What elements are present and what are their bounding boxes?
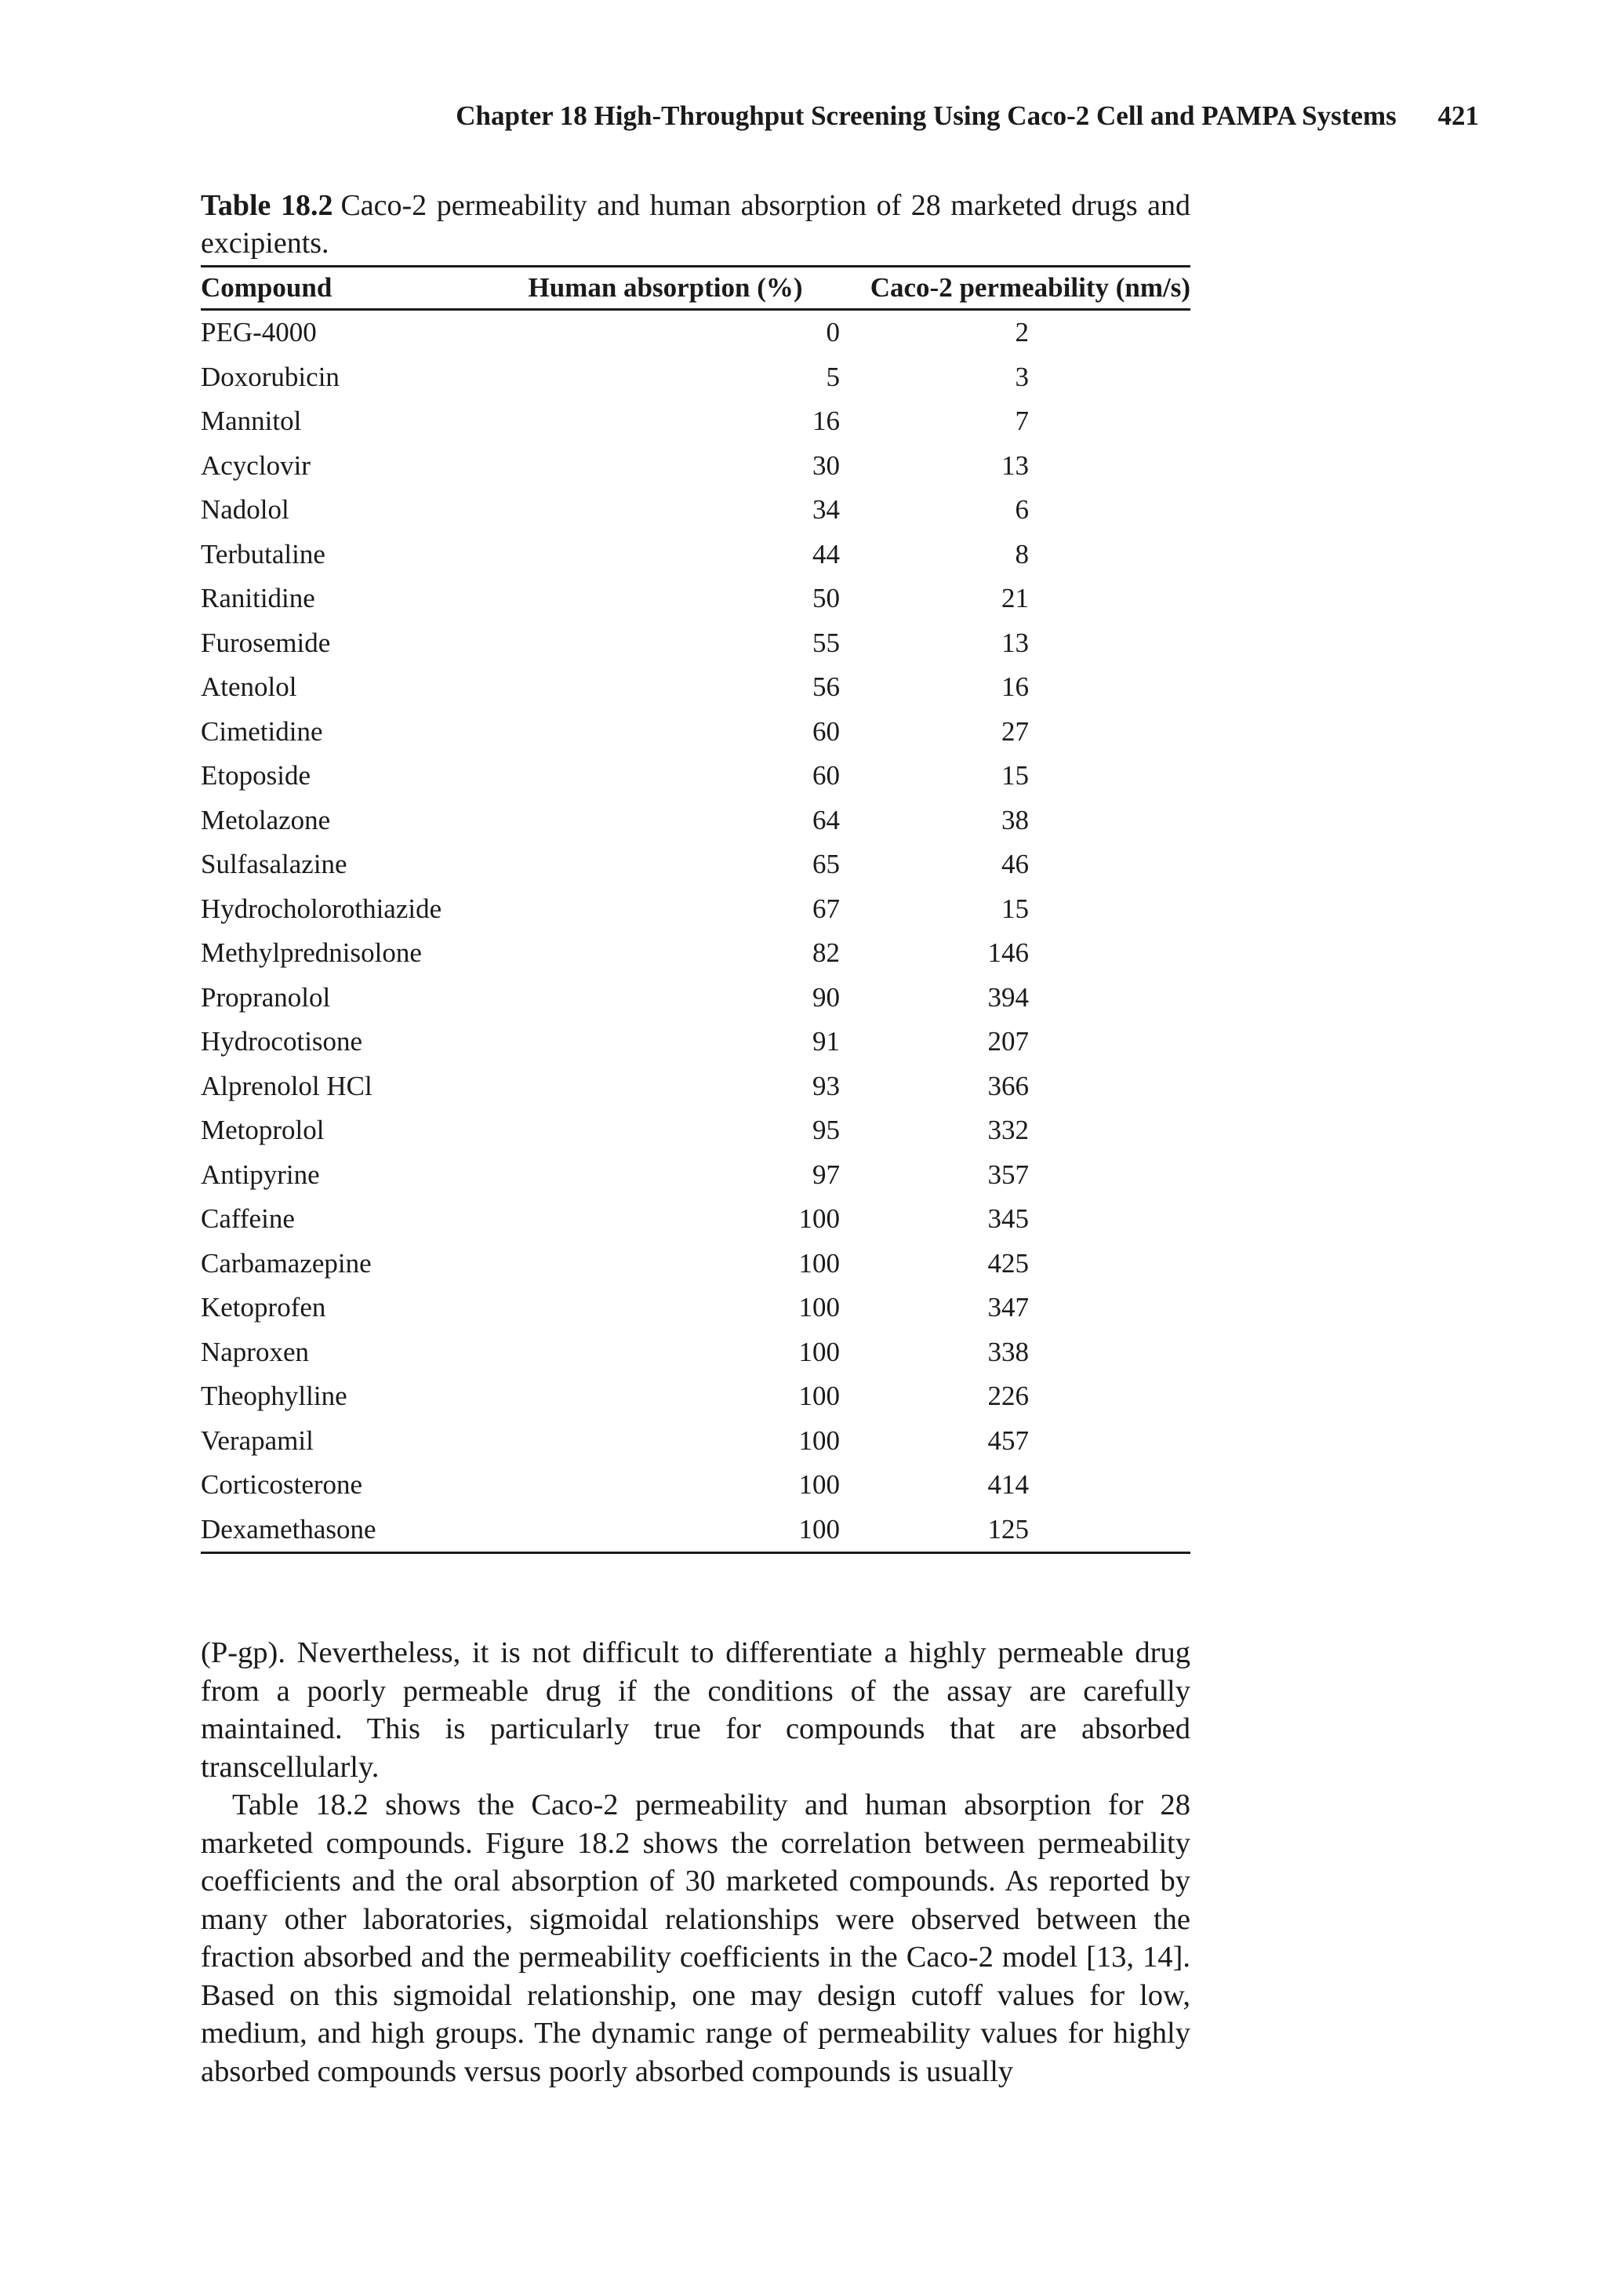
table-row xyxy=(201,710,1190,755)
cell-human-absorption: 30 xyxy=(812,449,840,481)
cell-compound: Hydrocholorothiazide xyxy=(201,893,442,924)
cell-compound: Nadolol xyxy=(201,494,289,526)
cell-compound: Doxorubicin xyxy=(201,361,340,392)
chapter-title: Chapter 18 High-Throughput Screening Using Caco-2 Cell and PAMPA Systems xyxy=(456,100,1397,131)
table-row xyxy=(201,1108,1190,1153)
cell-human-absorption: 56 xyxy=(812,671,840,703)
cell-human-absorption: 93 xyxy=(812,1070,840,1101)
table-row xyxy=(201,665,1190,710)
cell-human-absorption: 100 xyxy=(798,1513,840,1545)
cell-caco2-permeability: 332 xyxy=(987,1115,1029,1146)
cell-compound: Sulfasalazine xyxy=(201,849,347,880)
table-header-row xyxy=(201,267,1190,310)
cell-compound: Cimetidine xyxy=(201,715,323,747)
table-row xyxy=(201,887,1190,932)
table-row xyxy=(201,399,1190,444)
cell-human-absorption: 44 xyxy=(812,538,840,569)
cell-caco2-permeability: 125 xyxy=(987,1513,1029,1545)
cell-compound: Methylprednisolone xyxy=(201,937,422,969)
cell-human-absorption: 34 xyxy=(812,494,840,526)
cell-compound: Hydrocotisone xyxy=(201,1026,363,1057)
body-text xyxy=(201,1634,1190,2090)
table-caption xyxy=(201,187,1190,262)
cell-human-absorption: 82 xyxy=(812,937,840,969)
cell-human-absorption: 100 xyxy=(798,1425,840,1456)
cell-caco2-permeability: 16 xyxy=(1001,671,1029,703)
table-row xyxy=(201,931,1190,976)
cell-human-absorption: 91 xyxy=(812,1026,840,1057)
cell-human-absorption: 5 xyxy=(826,361,840,392)
table-row xyxy=(201,1286,1190,1330)
cell-caco2-permeability: 414 xyxy=(987,1469,1029,1501)
cell-human-absorption: 90 xyxy=(812,981,840,1013)
cell-human-absorption: 97 xyxy=(812,1159,840,1190)
cell-human-absorption: 67 xyxy=(812,893,840,924)
cell-caco2-permeability: 347 xyxy=(987,1292,1029,1323)
cell-caco2-permeability: 15 xyxy=(1001,760,1029,791)
table-row xyxy=(201,1508,1190,1553)
cell-compound: Metoprolol xyxy=(201,1115,325,1146)
cell-human-absorption: 50 xyxy=(812,583,840,614)
cell-human-absorption: 100 xyxy=(798,1203,840,1235)
table-row xyxy=(201,310,1190,355)
cell-caco2-permeability: 27 xyxy=(1001,715,1029,747)
table-row xyxy=(201,754,1190,799)
cell-caco2-permeability: 338 xyxy=(987,1336,1029,1367)
table-caption-text: Caco-2 permeability and human absorption of 28 marketed drugs and excipients. xyxy=(201,189,1190,260)
page-number: 421 xyxy=(1437,100,1479,131)
cell-human-absorption: 55 xyxy=(812,627,840,658)
cell-caco2-permeability: 457 xyxy=(987,1425,1029,1456)
table-row xyxy=(201,1419,1190,1464)
cell-caco2-permeability: 2 xyxy=(1015,317,1029,348)
cell-human-absorption: 0 xyxy=(826,317,840,348)
column-header-human-absorption: Human absorption (%) xyxy=(491,267,840,310)
table-row xyxy=(201,533,1190,577)
cell-human-absorption: 100 xyxy=(798,1247,840,1279)
cell-compound: Naproxen xyxy=(201,1336,310,1367)
cell-compound: Verapamil xyxy=(201,1425,314,1456)
cell-compound: Etoposide xyxy=(201,760,311,791)
cell-caco2-permeability: 226 xyxy=(987,1381,1029,1412)
cell-caco2-permeability: 46 xyxy=(1001,849,1029,880)
cell-caco2-permeability: 366 xyxy=(987,1070,1029,1101)
cell-caco2-permeability: 207 xyxy=(987,1026,1029,1057)
cell-caco2-permeability: 3 xyxy=(1015,361,1029,392)
cell-human-absorption: 100 xyxy=(798,1381,840,1412)
cell-caco2-permeability: 146 xyxy=(987,937,1029,969)
cell-human-absorption: 100 xyxy=(798,1336,840,1367)
cell-caco2-permeability: 21 xyxy=(1001,583,1029,614)
table-row xyxy=(201,355,1190,400)
cell-human-absorption: 100 xyxy=(798,1292,840,1323)
cell-caco2-permeability: 38 xyxy=(1001,804,1029,835)
table-row xyxy=(201,1197,1190,1242)
cell-caco2-permeability: 357 xyxy=(987,1159,1029,1190)
running-header xyxy=(456,100,1479,132)
cell-human-absorption: 16 xyxy=(812,406,840,437)
cell-compound: Ranitidine xyxy=(201,583,315,614)
table-row xyxy=(201,1330,1190,1375)
cell-compound: Metolazone xyxy=(201,804,331,835)
cell-compound: Caffeine xyxy=(201,1203,295,1235)
column-header-compound: Compound xyxy=(201,267,491,310)
cell-caco2-permeability: 15 xyxy=(1001,893,1029,924)
cell-compound: Furosemide xyxy=(201,627,331,658)
cell-compound: Terbutaline xyxy=(201,538,325,569)
table-row xyxy=(201,1153,1190,1198)
table-row xyxy=(201,842,1190,887)
table-row xyxy=(201,799,1190,843)
cell-human-absorption: 64 xyxy=(812,804,840,835)
absorption-table xyxy=(201,265,1190,1554)
table-row xyxy=(201,488,1190,533)
column-header-caco2-permeability: Caco-2 permeability (nm/s) xyxy=(840,267,1190,310)
paragraph: Table 18.2 shows the Caco-2 permeability and human absorption for 28 marketed compounds. Figure 18.2 shows the correlation between permeability coefficients and the oral absorption of 30 marketed compounds. As reported by many other laboratories, sigmoidal relationships were observed between the fraction absorbed and the permeability coefficients in the Caco-2 model [13, 14]. Based on this sigmoidal relationship, one may design cutoff values for low, medium, and high groups. The dynamic range of permeability values for highly absorbed compounds versus poorly absorbed compounds is usually xyxy=(201,1788,1190,2088)
cell-compound: PEG-4000 xyxy=(201,317,317,348)
cell-compound: Antipyrine xyxy=(201,1159,320,1190)
table-row xyxy=(201,444,1190,489)
table-row xyxy=(201,1064,1190,1109)
cell-caco2-permeability: 13 xyxy=(1001,449,1029,481)
table-row xyxy=(201,1463,1190,1508)
cell-compound: Acyclovir xyxy=(201,449,311,481)
table-row xyxy=(201,1242,1190,1286)
table-body xyxy=(201,310,1190,1553)
cell-caco2-permeability: 394 xyxy=(987,981,1029,1013)
table-row xyxy=(201,621,1190,666)
table-row xyxy=(201,1374,1190,1419)
table-block xyxy=(201,187,1190,1554)
cell-compound: Mannitol xyxy=(201,406,302,437)
cell-caco2-permeability: 425 xyxy=(987,1247,1029,1279)
cell-compound: Alprenolol HCl xyxy=(201,1070,372,1101)
cell-human-absorption: 100 xyxy=(798,1469,840,1501)
cell-caco2-permeability: 6 xyxy=(1015,494,1029,526)
cell-compound: Theophylline xyxy=(201,1381,347,1412)
cell-human-absorption: 60 xyxy=(812,715,840,747)
cell-caco2-permeability: 7 xyxy=(1015,406,1029,437)
cell-caco2-permeability: 13 xyxy=(1001,627,1029,658)
cell-compound: Atenolol xyxy=(201,671,297,703)
cell-compound: Carbamazepine xyxy=(201,1247,372,1279)
cell-compound: Ketoprofen xyxy=(201,1292,326,1323)
cell-compound: Propranolol xyxy=(201,981,331,1013)
cell-caco2-permeability: 345 xyxy=(987,1203,1029,1235)
cell-compound: Corticosterone xyxy=(201,1469,363,1501)
cell-human-absorption: 60 xyxy=(812,760,840,791)
table-row xyxy=(201,976,1190,1021)
cell-caco2-permeability: 8 xyxy=(1015,538,1029,569)
table-caption-label: Table 18.2 xyxy=(201,189,333,222)
table-row xyxy=(201,1020,1190,1064)
cell-compound: Dexamethasone xyxy=(201,1513,376,1545)
cell-human-absorption: 65 xyxy=(812,849,840,880)
cell-human-absorption: 95 xyxy=(812,1115,840,1146)
paragraph: (P-gp). Nevertheless, it is not difficult to differentiate a highly permeable drug from a poorly permeable drug if the conditions of the assay are carefully maintained. This is particularly true for compounds that are absorbed transcellularly. xyxy=(201,1636,1190,1784)
table-row xyxy=(201,577,1190,621)
